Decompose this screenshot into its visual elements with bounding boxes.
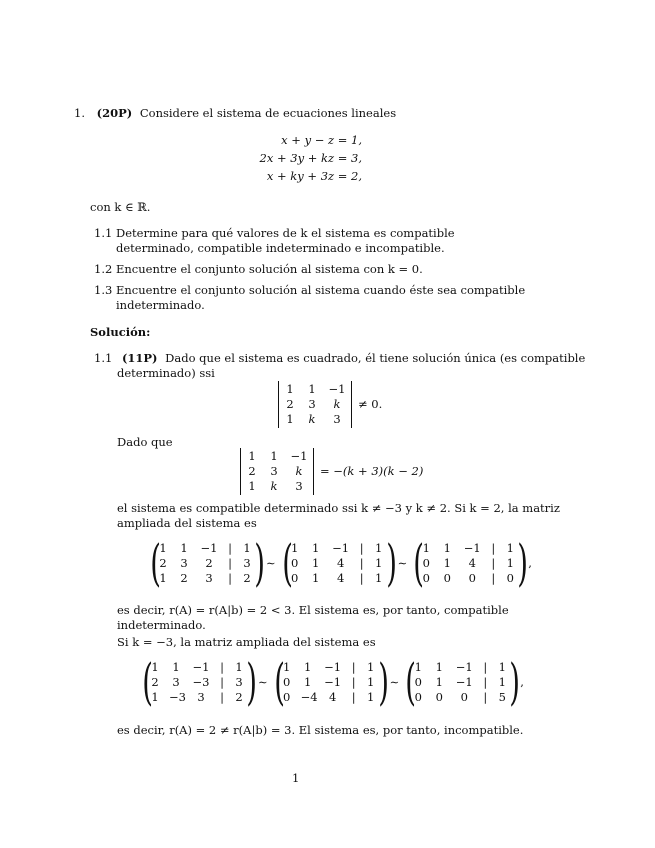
solution-part-points: (11P) (121, 351, 158, 365)
determinant-2-cell: 2 (248, 464, 256, 478)
k3-matrix-cell: 1 (366, 674, 375, 689)
determinant-1-cell: −1 (328, 382, 346, 396)
right-paren: ) (517, 534, 529, 592)
k3-matrix-cell: 0 (460, 689, 468, 704)
subquestion-text: Encuentre el conjunto solución al sistema cuando éste sea compatible indeterminado. (116, 283, 526, 312)
determinant-1-cell: k (308, 412, 316, 426)
determinant-1-cell: 3 (308, 397, 316, 411)
left-paren: ( (142, 653, 153, 711)
left-paren: ( (281, 534, 293, 592)
solution-line-5: es decir, r(A) = r(A|b) = 2 < 3. El sistema es, por tanto, compatible (117, 603, 509, 617)
k2-matrix-cell: | (491, 555, 496, 570)
k2-matrix-cell: 0 (422, 570, 430, 585)
k2-matrix-cell: | (359, 570, 364, 585)
determinant-2-cell: 1 (270, 449, 278, 463)
k2-matrix-cell: 0 (506, 570, 514, 585)
determinant-1-cell: 1 (308, 382, 316, 396)
k2-matrix-cell: | (359, 540, 364, 555)
k2-matrix-cell: 1 (243, 540, 251, 555)
k2-matrix-cell: | (228, 540, 232, 555)
page-number: 1 (292, 771, 300, 785)
solution-line-1: Dado que el sistema es cuadrado, él tiene solución única (es compatible (165, 351, 586, 365)
k3-matrix-cell: −1 (324, 659, 342, 674)
equation-2: 2x + 3y + kz = 3, (259, 151, 362, 165)
determinant-2-cell: 1 (248, 479, 256, 493)
k2-matrix-cell: 1 (506, 555, 514, 570)
subquestion-text: Determine para qué valores de k el sistema es compatible determinado, compatible indeterminado e incompatible. (116, 226, 455, 255)
solution-line-7: Si k = −3, la matriz ampliada del sistema es (117, 635, 376, 649)
row-equivalence-symbol: ∼ (258, 674, 268, 689)
k3-matrix-cell: 3 (197, 689, 205, 704)
k3-matrix-cell: 0 (414, 674, 422, 689)
k3-matrix-cell: 3 (235, 674, 243, 689)
solution-line-3: el sistema es compatible determinado ssi k ≠ −3 y k ≠ 2. Si k = 2, la matriz (117, 501, 560, 515)
k2-matrix-cell: 1 (159, 570, 167, 585)
k3-matrix-cell: 5 (498, 689, 506, 704)
problem-points: (20P) (96, 106, 133, 120)
row-equivalence-symbol: ∼ (266, 555, 276, 570)
k3-matrix-cell: 1 (414, 659, 422, 674)
problem-number: 1. (74, 106, 85, 120)
k2-matrix-cell: 0 (468, 570, 476, 585)
k2-matrix-cell: 1 (290, 540, 299, 555)
k2-matrix-cell: 2 (243, 570, 251, 585)
matrix-chain-k2 (148, 534, 532, 592)
determinant-1-cell: k (333, 397, 341, 411)
k3-matrix-cell: 1 (151, 689, 159, 704)
k3-matrix-cell: −1 (455, 659, 473, 674)
k2-matrix-cell: 4 (336, 570, 345, 585)
k2-matrix (411, 534, 529, 592)
left-paren: ( (273, 653, 285, 711)
k3-matrix-cell: −3 (169, 689, 186, 704)
k2-matrix-cell: 1 (374, 540, 383, 555)
problem-header (74, 106, 396, 121)
determinant-1-cell: 1 (286, 412, 294, 426)
k3-matrix-cell: | (483, 674, 488, 689)
determinant-2-cell: −1 (290, 449, 308, 463)
determinant-2-cell: 3 (295, 479, 303, 493)
k2-matrix-cell: 0 (290, 570, 299, 585)
k3-matrix-cell: −1 (192, 659, 210, 674)
determinant-2-cell: 3 (270, 464, 278, 478)
k2-matrix-cell: 1 (311, 540, 320, 555)
k3-matrix-cell: | (220, 674, 224, 689)
k3-matrix-cell: | (483, 659, 488, 674)
k3-matrix-cell: 2 (151, 674, 159, 689)
k2-matrix-cell: 1 (374, 555, 383, 570)
determinant-2-cell: 1 (248, 449, 256, 463)
k3-matrix-cell: | (220, 659, 224, 674)
k2-matrix-cell: | (491, 570, 496, 585)
k3-matrix-cell: 1 (151, 659, 159, 674)
k2-matrix-cell: 0 (443, 570, 451, 585)
solution-line-2: determinado) ssi (117, 366, 215, 380)
k3-matrix-cell: 1 (435, 659, 443, 674)
k2-matrix-cell: 1 (180, 540, 188, 555)
k2-matrix-cell: 3 (180, 555, 188, 570)
k3-matrix-cell: 1 (498, 674, 506, 689)
k3-matrix-cell: 0 (282, 674, 291, 689)
row-equivalence-symbol: ∼ (397, 555, 408, 570)
k3-matrix-cell: | (351, 674, 356, 689)
trailing-comma: , (520, 674, 524, 689)
k3-matrix-cell: | (351, 689, 356, 704)
k2-matrix-cell: 3 (205, 570, 213, 585)
k3-matrix-cell: −3 (192, 674, 210, 689)
k2-matrix (148, 534, 265, 592)
k3-matrix (403, 653, 521, 711)
solution-heading: Solución: (90, 325, 151, 339)
k2-matrix-cell: 4 (468, 555, 476, 570)
determinant-1 (278, 381, 382, 428)
right-paren: ) (254, 534, 265, 592)
right-paren: ) (509, 653, 521, 711)
k2-matrix-cell: 1 (159, 540, 167, 555)
determinant-2-cell: k (295, 464, 303, 478)
equation-system (230, 131, 362, 185)
solution-line-8: es decir, r(A) = 2 ≠ r(A|b) = 3. El sistema es, por tanto, incompatible. (117, 723, 524, 737)
k2-matrix-cell: 1 (311, 555, 320, 570)
subquestion-number: 1.1 (94, 226, 113, 240)
k3-matrix-cell: 0 (282, 689, 291, 704)
equation-3: x + ky + 3z = 2, (266, 169, 362, 183)
determinant-1-cell: 2 (286, 397, 294, 411)
k3-matrix-cell: 0 (414, 689, 422, 704)
solution-line-6: indeterminado. (117, 618, 206, 632)
k3-matrix-cell: 1 (435, 674, 443, 689)
k2-matrix-cell: −1 (463, 540, 481, 555)
determinant-1-cell: 3 (333, 412, 341, 426)
row-equivalence-symbol: ∼ (389, 674, 400, 689)
determinant-1-relation: ≠ 0. (358, 397, 383, 411)
k3-matrix-cell: | (483, 689, 488, 704)
k2-matrix-cell: −1 (200, 540, 218, 555)
k2-matrix-cell: 1 (422, 540, 430, 555)
k3-matrix-cell: 1 (303, 674, 312, 689)
k3-matrix-cell: 1 (366, 659, 375, 674)
k2-matrix-cell: 1 (374, 570, 383, 585)
k3-matrix-cell: 4 (328, 689, 337, 704)
k2-matrix-cell: | (491, 540, 496, 555)
equation-1: x + y − z = 1, (281, 133, 362, 147)
solution-part-header (94, 351, 585, 366)
k3-matrix-cell: 1 (282, 659, 291, 674)
k3-matrix-cell: 1 (498, 659, 506, 674)
k2-matrix-cell: 1 (506, 540, 514, 555)
trailing-comma: , (528, 555, 532, 570)
k2-matrix-cell: 2 (159, 555, 167, 570)
k2-matrix-cell: | (359, 555, 364, 570)
subquestion-number: 1.3 (94, 283, 113, 297)
matrix-chain-k3 (140, 653, 524, 711)
problem-intro: Considere el sistema de ecuaciones lineales (139, 106, 397, 120)
subquestion-number: 1.2 (94, 262, 113, 276)
determinant-1-cell: 1 (286, 382, 294, 396)
k3-matrix-cell: −1 (455, 674, 473, 689)
k2-matrix-cell: 1 (311, 570, 320, 585)
right-paren: ) (377, 653, 389, 711)
k3-matrix-cell: 3 (172, 674, 180, 689)
k3-matrix-cell: 1 (366, 689, 375, 704)
k2-matrix-cell: 3 (243, 555, 251, 570)
k3-matrix-cell: | (351, 659, 356, 674)
k3-matrix (140, 653, 257, 711)
k3-matrix-cell: 1 (303, 659, 312, 674)
k3-matrix-cell: −1 (324, 674, 342, 689)
left-paren: ( (150, 534, 161, 592)
k3-matrix-cell: 1 (235, 659, 243, 674)
k3-matrix-cell: −4 (300, 689, 318, 704)
condition: con k ∈ ℝ. (90, 200, 151, 214)
k2-matrix-cell: 0 (290, 555, 299, 570)
k2-matrix-cell: 0 (422, 555, 430, 570)
k3-matrix-cell: 0 (435, 689, 443, 704)
k2-matrix (280, 534, 397, 592)
determinant-2-result: = −(k + 3)(k − 2) (320, 464, 424, 478)
k3-matrix (272, 653, 389, 711)
dado-que: Dado que (117, 435, 173, 449)
left-paren: ( (405, 653, 417, 711)
k3-matrix-cell: 1 (172, 659, 180, 674)
subquestion-text: Encuentre el conjunto solución al sistema con k = 0. (116, 262, 423, 276)
k2-matrix-cell: 2 (205, 555, 213, 570)
k2-matrix-cell: −1 (332, 540, 350, 555)
solution-part-number: 1.1 (94, 351, 113, 365)
k2-matrix-cell: 1 (443, 555, 451, 570)
k2-matrix-cell: 1 (443, 540, 451, 555)
k2-matrix-cell: | (228, 570, 232, 585)
determinant-2-cell: k (270, 479, 278, 493)
right-paren: ) (385, 534, 397, 592)
solution-line-4: ampliada del sistema es (117, 516, 257, 530)
k2-matrix-cell: | (228, 555, 232, 570)
k3-matrix-cell: 2 (235, 689, 243, 704)
determinant-2 (240, 448, 423, 495)
right-paren: ) (246, 653, 257, 711)
left-paren: ( (413, 534, 425, 592)
k3-matrix-cell: | (220, 689, 224, 704)
k2-matrix-cell: 2 (180, 570, 188, 585)
k2-matrix-cell: 4 (336, 555, 345, 570)
